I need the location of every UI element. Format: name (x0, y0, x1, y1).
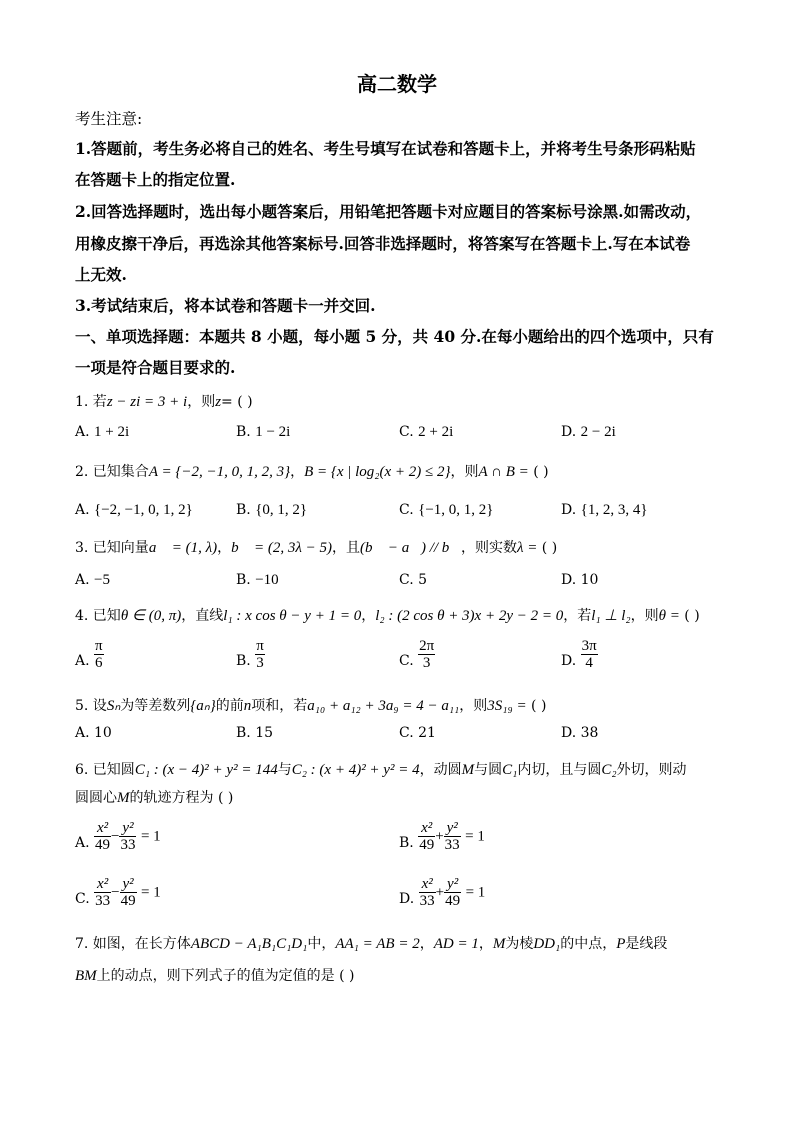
page-title: 高二数学 (357, 72, 437, 96)
question-2: 2. 已知集合A = {−2, −1, 0, 1, 2, 3}，B = {x | log₂(x + 2) ≤ 2}，则A ∩ B = ( ) (75, 464, 549, 480)
notice-item-2-line-3: 上无效. (75, 265, 127, 284)
question-4: 4. 已知θ ∈ (0, π)，直线l₁ : x cos θ − y + 1 = 0，l₂ : (2 cos θ + 3)x + 2y − 2 = 0，若l₁ ⊥ l₂，则θ = ( ) (75, 608, 700, 624)
question-7-line-1: 7. 如图，在长方体ABCD − A₁B₁C₁D₁中，AA₁ = AB = 2，AD = 1，M为棱DD₁的中点，P是线段 (75, 936, 668, 952)
fraction: $\frac{2\pi}{3}$ (419, 638, 435, 671)
section-heading-line-2: 一项是符合题目要求的. (75, 358, 236, 377)
q3-option-c[interactable]: C. 5 (399, 572, 428, 588)
q3-option-a[interactable]: A. −5 (75, 572, 110, 588)
q2-option-a[interactable]: A. {−2, −1, 0, 1, 2} (75, 502, 193, 518)
q1-option-d[interactable]: D. 2 − 2i (561, 424, 616, 440)
q3-option-b[interactable]: B. −10 (236, 572, 279, 588)
fraction: $\frac{\text{y²}}{49}$ (120, 876, 136, 909)
q2-option-d[interactable]: D. {1, 2, 3, 4} (561, 502, 648, 518)
question-6-line-1: 6. 已知圆C₁ : (x − 4)² + y² = 144与C₂ : (x + 4)² + y² = 4，动圆M与圆C₁内切，且与圆C₂外切，则动 (75, 762, 687, 778)
question-5: 5. 设Sₙ为等差数列{aₙ}的前n项和，若a₁₀ + a₁₂ + 3a₉ = 4 − a₁₁，则3S₁₉ = ( ) (75, 698, 547, 714)
fraction: $\frac{\text{y²}}{33}$ (120, 820, 136, 853)
notice-item-1-line-1: 1.答题前，考生务必将自己的姓名、考生号填写在试卷和答题卡上，并将考生号条形码粘贴 (75, 139, 696, 158)
fraction: $\frac{\pi}{3}$ (256, 638, 264, 671)
q1-option-c[interactable]: C. 2 + 2i (399, 424, 454, 440)
fraction: $\frac{\text{x²}}{49}$ (419, 820, 435, 853)
fraction: $\frac{3\pi}{4}$ (581, 638, 597, 671)
q5-option-b[interactable]: B. 15 (236, 725, 274, 741)
q4-option-b[interactable]: B. $\frac{\pi}{3}$ (236, 638, 264, 671)
fraction: $\frac{\pi}{6}$ (95, 638, 103, 671)
question-3: 3. 已知向量a⃗ = (1, λ)，b⃗ = (2, 3λ − 5)，且(b⃗ − a⃗) // b⃗，则实数λ = ( ) (75, 540, 558, 556)
fraction: $\frac{\text{y²}}{49}$ (445, 876, 461, 909)
q1-option-a[interactable]: A. 1 + 2i (75, 424, 130, 440)
notice-heading: 考生注意: (75, 110, 143, 128)
fraction: $\frac{\text{x²}}{33}$ (419, 876, 435, 909)
fraction: $\frac{\text{x²}}{33}$ (95, 876, 111, 909)
q5-option-c[interactable]: C. 21 (399, 725, 436, 741)
q6-option-b[interactable]: B. $\frac{\text{x²}}{49}$ + $\frac{\text{y²}}{33}$ = 1 (399, 820, 485, 853)
q5-option-d[interactable]: D. 38 (561, 725, 599, 741)
fraction: $\frac{\text{y²}}{33}$ (444, 820, 460, 853)
fraction: $\frac{\text{x²}}{49}$ (95, 820, 111, 853)
q6-option-c[interactable]: C. $\frac{\text{x²}}{33}$ − $\frac{\text{y²}}{49}$ = 1 (75, 876, 161, 909)
notice-item-1-line-2: 在答题卡上的指定位置. (75, 170, 236, 189)
q4-option-c[interactable]: C. $\frac{2\pi}{3}$ (399, 638, 435, 671)
question-1: 1. 若z − zi = 3 + i，则z= ( ) (75, 394, 253, 410)
notice-item-3: 3.考试结束后，将本试卷和答题卡一并交回. (75, 296, 376, 315)
q4-option-a[interactable]: A. $\frac{\pi}{6}$ (75, 638, 103, 671)
q5-option-a[interactable]: A. 10 (75, 725, 112, 741)
question-7-line-2: BM上的动点，则下列式子的值为定值的是 ( ) (75, 968, 355, 984)
q6-option-a[interactable]: A. $\frac{\text{x²}}{49}$ − $\frac{\text{y²}}{33}$ = 1 (75, 820, 161, 853)
q6-option-d[interactable]: D. $\frac{\text{x²}}{33}$ + $\frac{\text{y²}}{49}$ = 1 (399, 876, 486, 909)
notice-item-2-line-1: 2.回答选择题时，选出每小题答案后，用铅笔把答题卡对应题目的答案标号涂黑.如需改动， (75, 202, 702, 221)
notice-item-2-line-2: 用橡皮擦干净后，再选涂其他答案标号.回答非选择题时，将答案写在答题卡上.写在本试卷 (75, 234, 691, 253)
q3-option-d[interactable]: D. 10 (561, 572, 599, 588)
q2-option-b[interactable]: B. {0, 1, 2} (236, 502, 308, 518)
q4-option-d[interactable]: D. $\frac{3\pi}{4}$ (561, 638, 597, 671)
q1-option-b[interactable]: B. 1 − 2i (236, 424, 291, 440)
question-6-line-2: 圆圆心M的轨迹方程为 ( ) (75, 790, 234, 806)
section-heading-line-1: 一、单项选择题：本题共 8 小题，每小题 5 分，共 40 分.在每小题给出的四个选项中，只有 (75, 327, 714, 346)
q2-option-c[interactable]: C. {−1, 0, 1, 2} (399, 502, 494, 518)
